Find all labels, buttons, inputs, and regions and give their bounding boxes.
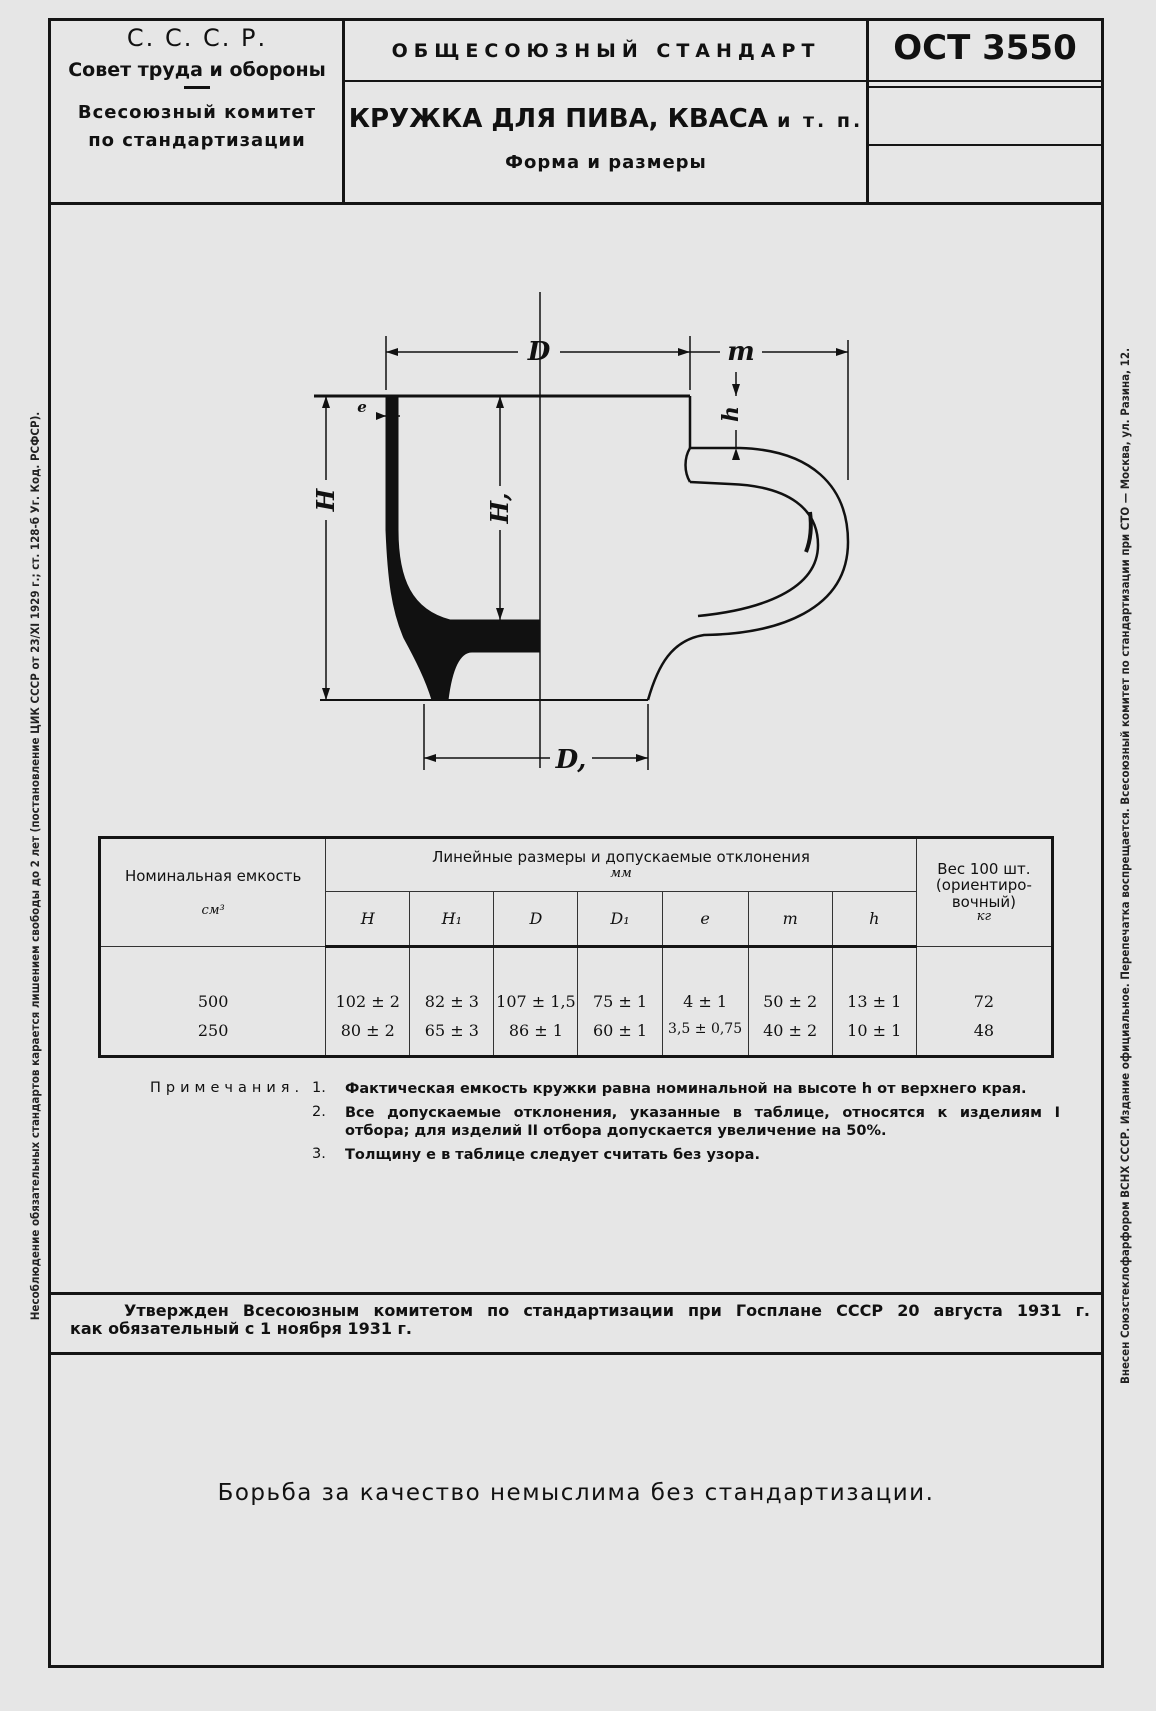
col-header-h: h xyxy=(832,891,916,947)
weight-unit: кг xyxy=(976,909,992,925)
cell-e: 4 ± 1 xyxy=(662,947,748,1015)
dims-unit: мм xyxy=(610,866,632,882)
document-title xyxy=(346,104,866,134)
dim-label-m: m xyxy=(727,337,755,367)
title-main: КРУЖКА ДЛЯ ПИВА, КВАСА xyxy=(348,104,769,134)
cell-D: 86 ± 1 xyxy=(494,1015,578,1056)
table-row xyxy=(100,947,1053,1015)
cell-H: 102 ± 2 xyxy=(326,947,410,1015)
col-header-m: m xyxy=(748,891,832,947)
handle-inner xyxy=(690,482,818,616)
cell-weight: 72 xyxy=(916,947,1052,1015)
table-row xyxy=(100,1015,1053,1056)
capacity-unit: см³ xyxy=(201,903,225,919)
code-row-divider-2 xyxy=(866,144,1104,146)
col-header-capacity xyxy=(100,838,326,947)
dim-label-h: h xyxy=(718,406,744,422)
col-header-D: D xyxy=(494,891,578,947)
header-col-divider-2 xyxy=(866,18,869,204)
notes-prefix: Примечания. xyxy=(150,1080,305,1096)
approval-statement xyxy=(70,1302,1090,1337)
code-row-divider-1 xyxy=(866,86,1104,88)
cell-m: 40 ± 2 xyxy=(748,1015,832,1056)
handle-mark xyxy=(806,512,811,552)
cell-capacity: 500 xyxy=(100,947,326,1015)
col-header-e: e xyxy=(662,891,748,947)
note-number: 1. xyxy=(312,1080,326,1096)
col-header-dims xyxy=(326,838,917,892)
right-wall-bulge xyxy=(686,448,691,482)
cell-D1: 75 ± 1 xyxy=(578,947,662,1015)
committee-line2: по стандартизации xyxy=(88,130,306,152)
sto-label: Совет труда и обороны xyxy=(68,58,326,81)
title-suffix: и т. п. xyxy=(777,110,864,132)
note-item xyxy=(150,1080,1060,1098)
dimensions-table xyxy=(98,836,1054,1058)
publisher-side-text: Внесен Союзстеклофарфором ВСНХ СССР. Издание официальное. Перепечатка воспрещается. Всесоюзный комитет по стандартизации при СТО — Москва, ул. Разина, 12. xyxy=(1118,348,1132,1384)
col-header-weight xyxy=(916,838,1052,947)
capacity-label: Номинальная емкость xyxy=(124,867,302,886)
cell-capacity: 250 xyxy=(100,1015,326,1056)
dim-label-D: D xyxy=(527,337,551,367)
dim-label-H: H xyxy=(311,488,340,512)
cell-e: 3,5 ± 0,75 xyxy=(662,1015,748,1056)
dim-label-D1: D, xyxy=(555,745,587,775)
approval-line1: Утвержден Всесоюзным комитетом по стандартизации при Госплане СССР 20 августа 1931 г. xyxy=(124,1301,1090,1320)
note-text: Все допускаемые отклонения, указанные в таблице, относятся к изделиям I отбора; для изделий II отбора допускается увеличение на 50%. xyxy=(345,1105,1060,1140)
approval-top-rule xyxy=(48,1292,1104,1295)
note-item xyxy=(150,1146,1060,1164)
header-row-divider xyxy=(342,80,1104,82)
cell-H: 80 ± 2 xyxy=(326,1015,410,1056)
standard-code: ОСТ 3550 xyxy=(893,28,1077,68)
ussr-label: С. С. С. Р. xyxy=(126,24,268,52)
document-subtitle: Форма и размеры xyxy=(505,152,707,173)
header-col-divider-1 xyxy=(342,18,345,204)
notes-section xyxy=(150,1080,1060,1171)
mug-drawing xyxy=(300,280,860,800)
committee-line1: Всесоюзный комитет xyxy=(77,101,317,123)
note-text: Толщину e в таблице следует считать без узора. xyxy=(345,1147,760,1164)
approval-bottom-rule xyxy=(48,1352,1104,1355)
header-dash xyxy=(184,86,210,89)
note-number: 2. xyxy=(312,1104,326,1121)
cell-H1: 82 ± 3 xyxy=(410,947,494,1015)
cell-D1: 60 ± 1 xyxy=(578,1015,662,1056)
dim-label-e: e xyxy=(357,398,367,416)
cell-H1: 65 ± 3 xyxy=(410,1015,494,1056)
note-item xyxy=(150,1104,1060,1140)
cell-weight: 48 xyxy=(916,1015,1052,1056)
header-divider xyxy=(48,202,1104,205)
issuing-organization xyxy=(52,24,342,156)
cell-D: 107 ± 1,5 xyxy=(494,947,578,1015)
cell-m: 50 ± 2 xyxy=(748,947,832,1015)
col-header-H1: H₁ xyxy=(410,891,494,947)
standard-type: ОБЩЕСОЮЗНЫЙ СТАНДАРТ xyxy=(391,40,821,62)
weight-label: Вес 100 шт. (ориентиро-вочный) xyxy=(935,859,1032,911)
col-header-D1: D₁ xyxy=(578,891,662,947)
dims-label: Линейные размеры и допускаемые отклонения xyxy=(432,848,810,867)
note-number: 3. xyxy=(312,1146,326,1163)
cell-h: 10 ± 1 xyxy=(832,1015,916,1056)
slogan: Борьба за качество немыслима без стандартизации. xyxy=(217,1480,935,1506)
note-text: Фактическая емкость кружки равна номинальной на высоте h от верхнего края. xyxy=(345,1081,1027,1097)
approval-line2: как обязательный с 1 ноября 1931 г. xyxy=(70,1318,412,1338)
mug-cross-section xyxy=(386,396,540,700)
cell-h: 13 ± 1 xyxy=(832,947,916,1015)
col-header-H: H xyxy=(326,891,410,947)
legal-notice-side-text: Несоблюдение обязательных стандартов карается лишением свободы до 2 лет (постановление ЦИК СССР от 23/XI 1929 г.; ст. 128-б Уг. Код. РСФСР). xyxy=(28,411,42,1321)
dim-label-H1: H, xyxy=(485,492,514,524)
